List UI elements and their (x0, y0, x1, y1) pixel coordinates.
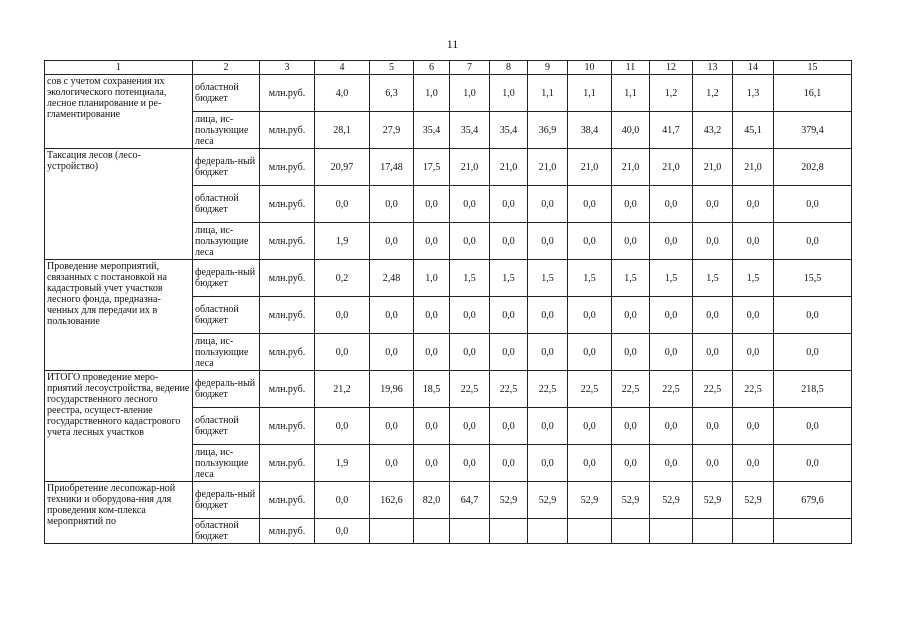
value-cell (650, 519, 693, 544)
value-cell: 1,2 (650, 75, 693, 112)
value-cell: 0,0 (528, 408, 568, 445)
value-cell: 0,0 (650, 445, 693, 482)
unit-cell: млн.руб. (260, 371, 315, 408)
total-cell: 15,5 (774, 260, 852, 297)
value-cell: 1,2 (693, 75, 733, 112)
value-cell: 0,0 (450, 223, 490, 260)
column-header: 3 (260, 61, 315, 75)
value-cell: 0,0 (650, 297, 693, 334)
value-cell: 0,0 (315, 482, 370, 519)
value-cell: 36,9 (528, 112, 568, 149)
activity-name: сов с учетом сохранения их экологического потенциала, лесное планирование и ре-гламентирование (45, 75, 193, 149)
value-cell: 0,0 (370, 334, 414, 371)
value-cell (528, 519, 568, 544)
value-cell: 0,0 (370, 445, 414, 482)
value-cell: 0,0 (568, 408, 612, 445)
table-row (45, 75, 852, 112)
value-cell (370, 519, 414, 544)
column-header: 9 (528, 61, 568, 75)
value-cell: 1,5 (450, 260, 490, 297)
value-cell: 1,0 (414, 260, 450, 297)
budget-table (44, 60, 852, 544)
activity-name: Таксация лесов (лесо-устройство) (45, 149, 193, 260)
total-cell: 379,4 (774, 112, 852, 149)
value-cell: 0,0 (490, 408, 528, 445)
funding-source: федераль-ный бюджет (193, 482, 260, 519)
funding-source: областной бюджет (193, 519, 260, 544)
value-cell: 35,4 (450, 112, 490, 149)
value-cell: 0,0 (490, 297, 528, 334)
value-cell: 21,0 (693, 149, 733, 186)
column-header: 11 (612, 61, 650, 75)
value-cell: 0,0 (414, 297, 450, 334)
value-cell: 0,0 (693, 186, 733, 223)
value-cell: 52,9 (733, 482, 774, 519)
total-cell: 218,5 (774, 371, 852, 408)
value-cell: 0,0 (612, 408, 650, 445)
value-cell: 0,0 (650, 186, 693, 223)
value-cell (568, 519, 612, 544)
value-cell: 45,1 (733, 112, 774, 149)
value-cell: 0,0 (612, 334, 650, 371)
funding-source: лица, ис-пользующие леса (193, 334, 260, 371)
value-cell (693, 519, 733, 544)
funding-source: лица, ис-пользующие леса (193, 445, 260, 482)
funding-source: областной бюджет (193, 297, 260, 334)
value-cell: 0,0 (370, 408, 414, 445)
value-cell: 0,0 (450, 408, 490, 445)
value-cell: 21,2 (315, 371, 370, 408)
value-cell: 52,9 (650, 482, 693, 519)
value-cell: 0,0 (568, 186, 612, 223)
value-cell: 1,1 (528, 75, 568, 112)
value-cell (414, 519, 450, 544)
funding-source: областной бюджет (193, 75, 260, 112)
value-cell: 0,0 (650, 223, 693, 260)
funding-source: областной бюджет (193, 186, 260, 223)
total-cell: 0,0 (774, 223, 852, 260)
funding-source: федераль-ный бюджет (193, 371, 260, 408)
column-header: 7 (450, 61, 490, 75)
value-cell: 21,0 (650, 149, 693, 186)
total-cell: 0,0 (774, 408, 852, 445)
value-cell: 82,0 (414, 482, 450, 519)
value-cell: 0,0 (612, 186, 650, 223)
value-cell: 52,9 (568, 482, 612, 519)
value-cell: 0,0 (528, 445, 568, 482)
column-header: 2 (193, 61, 260, 75)
value-cell: 21,0 (528, 149, 568, 186)
value-cell: 1,5 (612, 260, 650, 297)
funding-source: лица, ис-пользующие леса (193, 223, 260, 260)
value-cell: 0,0 (490, 445, 528, 482)
value-cell: 0,0 (414, 223, 450, 260)
column-header: 6 (414, 61, 450, 75)
value-cell: 0,0 (528, 186, 568, 223)
value-cell: 0,0 (733, 223, 774, 260)
value-cell: 162,6 (370, 482, 414, 519)
column-header: 15 (774, 61, 852, 75)
column-header: 12 (650, 61, 693, 75)
table-body (45, 75, 852, 544)
unit-cell: млн.руб. (260, 445, 315, 482)
value-cell: 52,9 (612, 482, 650, 519)
value-cell (733, 519, 774, 544)
funding-source: областной бюджет (193, 408, 260, 445)
total-cell: 0,0 (774, 297, 852, 334)
value-cell: 0,0 (733, 334, 774, 371)
value-cell: 52,9 (693, 482, 733, 519)
value-cell: 0,0 (450, 334, 490, 371)
column-header: 13 (693, 61, 733, 75)
value-cell: 35,4 (490, 112, 528, 149)
column-header: 4 (315, 61, 370, 75)
value-cell: 0,0 (414, 186, 450, 223)
column-header: 5 (370, 61, 414, 75)
value-cell: 0,0 (370, 223, 414, 260)
value-cell: 1,9 (315, 223, 370, 260)
value-cell: 1,1 (612, 75, 650, 112)
value-cell: 0,0 (315, 297, 370, 334)
value-cell (612, 519, 650, 544)
value-cell: 21,0 (450, 149, 490, 186)
unit-cell: млн.руб. (260, 519, 315, 544)
value-cell: 43,2 (693, 112, 733, 149)
unit-cell: млн.руб. (260, 334, 315, 371)
value-cell: 0,0 (370, 186, 414, 223)
value-cell: 0,2 (315, 260, 370, 297)
value-cell: 0,0 (450, 186, 490, 223)
value-cell (490, 519, 528, 544)
value-cell: 0,0 (568, 445, 612, 482)
value-cell: 0,0 (568, 334, 612, 371)
total-cell: 0,0 (774, 186, 852, 223)
value-cell: 0,0 (612, 297, 650, 334)
value-cell: 0,0 (528, 334, 568, 371)
column-header: 8 (490, 61, 528, 75)
value-cell: 22,5 (733, 371, 774, 408)
value-cell: 22,5 (528, 371, 568, 408)
value-cell: 19,96 (370, 371, 414, 408)
value-cell: 0,0 (450, 297, 490, 334)
unit-cell: млн.руб. (260, 186, 315, 223)
value-cell: 1,1 (568, 75, 612, 112)
value-cell: 21,0 (612, 149, 650, 186)
value-cell: 17,5 (414, 149, 450, 186)
value-cell: 1,5 (693, 260, 733, 297)
value-cell: 0,0 (315, 408, 370, 445)
unit-cell: млн.руб. (260, 149, 315, 186)
value-cell: 0,0 (528, 297, 568, 334)
unit-cell: млн.руб. (260, 223, 315, 260)
table-row (45, 260, 852, 297)
unit-cell: млн.руб. (260, 260, 315, 297)
value-cell: 1,5 (528, 260, 568, 297)
value-cell: 1,0 (450, 75, 490, 112)
value-cell: 0,0 (693, 408, 733, 445)
value-cell (450, 519, 490, 544)
value-cell: 0,0 (414, 445, 450, 482)
value-cell: 4,0 (315, 75, 370, 112)
table-row (45, 371, 852, 408)
value-cell: 40,0 (612, 112, 650, 149)
value-cell: 64,7 (450, 482, 490, 519)
value-cell: 22,5 (693, 371, 733, 408)
total-cell: 202,8 (774, 149, 852, 186)
value-cell: 0,0 (490, 334, 528, 371)
value-cell: 0,0 (315, 519, 370, 544)
value-cell: 38,4 (568, 112, 612, 149)
table-row (45, 482, 852, 519)
value-cell: 0,0 (693, 445, 733, 482)
value-cell: 52,9 (528, 482, 568, 519)
value-cell: 1,5 (650, 260, 693, 297)
value-cell: 22,5 (568, 371, 612, 408)
value-cell: 0,0 (612, 445, 650, 482)
value-cell: 1,0 (414, 75, 450, 112)
value-cell: 0,0 (315, 334, 370, 371)
value-cell: 0,0 (414, 408, 450, 445)
value-cell: 0,0 (490, 186, 528, 223)
value-cell: 0,0 (650, 334, 693, 371)
value-cell: 35,4 (414, 112, 450, 149)
value-cell: 22,5 (650, 371, 693, 408)
value-cell: 0,0 (650, 408, 693, 445)
value-cell: 22,5 (490, 371, 528, 408)
value-cell: 0,0 (612, 223, 650, 260)
value-cell: 1,3 (733, 75, 774, 112)
activity-name: ИТОГО проведение меро-приятий лесоустройства, ведение государственного лесного реестра, осущест-вление государственного кадастрового учета лесных участков (45, 371, 193, 482)
value-cell: 21,0 (733, 149, 774, 186)
column-header: 1 (45, 61, 193, 75)
value-cell: 0,0 (568, 223, 612, 260)
unit-cell: млн.руб. (260, 408, 315, 445)
value-cell: 21,0 (568, 149, 612, 186)
value-cell: 41,7 (650, 112, 693, 149)
value-cell: 22,5 (450, 371, 490, 408)
value-cell: 1,9 (315, 445, 370, 482)
column-header: 10 (568, 61, 612, 75)
value-cell: 2,48 (370, 260, 414, 297)
value-cell: 21,0 (490, 149, 528, 186)
value-cell: 0,0 (693, 297, 733, 334)
value-cell: 0,0 (693, 334, 733, 371)
funding-source: федераль-ный бюджет (193, 149, 260, 186)
value-cell: 22,5 (612, 371, 650, 408)
funding-source: федераль-ный бюджет (193, 260, 260, 297)
value-cell: 6,3 (370, 75, 414, 112)
unit-cell: млн.руб. (260, 112, 315, 149)
value-cell: 18,5 (414, 371, 450, 408)
table-row (45, 149, 852, 186)
column-header: 14 (733, 61, 774, 75)
value-cell: 0,0 (733, 297, 774, 334)
total-cell: 0,0 (774, 445, 852, 482)
total-cell: 16,1 (774, 75, 852, 112)
header-row (45, 61, 852, 75)
total-cell: 0,0 (774, 334, 852, 371)
activity-name: Проведение мероприятий, связанных с постановкой на кадастровый учет участков лесного фонда, предназна-ченных для передачи их в пользование (45, 260, 193, 371)
value-cell: 0,0 (490, 223, 528, 260)
value-cell: 1,0 (490, 75, 528, 112)
funding-source: лица, ис-пользующие леса (193, 112, 260, 149)
value-cell: 0,0 (370, 297, 414, 334)
value-cell: 1,5 (568, 260, 612, 297)
unit-cell: млн.руб. (260, 482, 315, 519)
value-cell: 0,0 (528, 223, 568, 260)
value-cell: 20,97 (315, 149, 370, 186)
value-cell: 1,5 (490, 260, 528, 297)
value-cell: 0,0 (733, 408, 774, 445)
value-cell: 0,0 (315, 186, 370, 223)
page-number: 11 (446, 37, 459, 51)
total-cell (774, 519, 852, 544)
value-cell: 0,0 (568, 297, 612, 334)
value-cell: 0,0 (414, 334, 450, 371)
activity-name: Приобретение лесопожар-ной техники и оборудова-ния для проведения ком-плекса мероприятий по (45, 482, 193, 544)
unit-cell: млн.руб. (260, 75, 315, 112)
value-cell: 0,0 (693, 223, 733, 260)
value-cell: 0,0 (733, 186, 774, 223)
value-cell: 27,9 (370, 112, 414, 149)
value-cell: 1,5 (733, 260, 774, 297)
value-cell: 0,0 (450, 445, 490, 482)
value-cell: 28,1 (315, 112, 370, 149)
total-cell: 679,6 (774, 482, 852, 519)
value-cell: 52,9 (490, 482, 528, 519)
value-cell: 0,0 (733, 445, 774, 482)
unit-cell: млн.руб. (260, 297, 315, 334)
value-cell: 17,48 (370, 149, 414, 186)
